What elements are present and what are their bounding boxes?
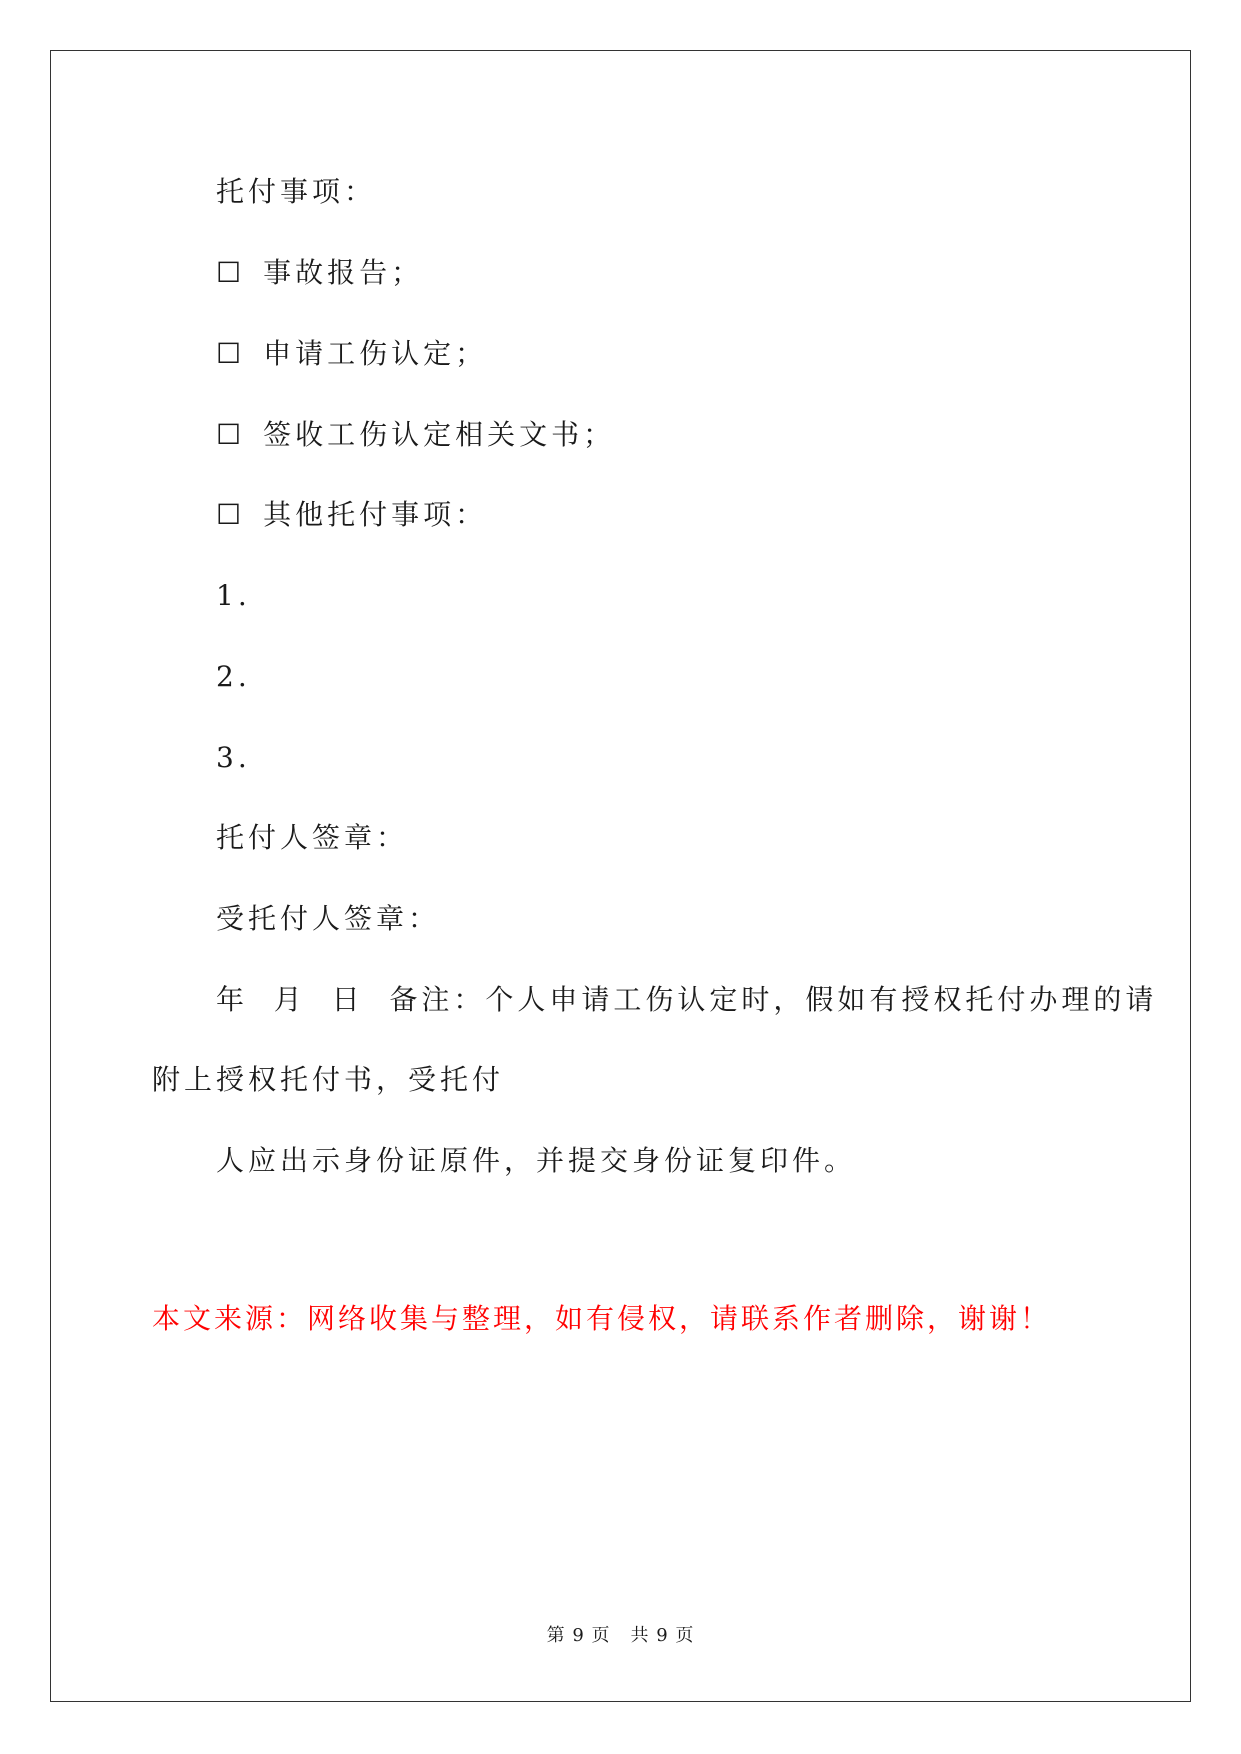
checklist-item-label: 事故报告； bbox=[263, 256, 424, 289]
items-heading: 托付事项： bbox=[216, 175, 377, 208]
agent-signature-label: 受托付人签章： bbox=[216, 902, 441, 935]
source-notice: 本文来源：网络收集与整理，如有侵权，请联系作者删除，谢谢！ bbox=[152, 1302, 1052, 1335]
checklist-item-accident-report bbox=[216, 255, 423, 291]
note-paragraph-line-1: 年 月 日 备注：个人申请工伤认定时，假如有授权托付办理的请 bbox=[216, 983, 1158, 1016]
checkbox-icon: ☐ bbox=[216, 337, 242, 370]
checkbox-icon: ☐ bbox=[216, 498, 242, 531]
checkbox-icon: ☐ bbox=[216, 256, 242, 289]
checkbox-icon: ☐ bbox=[216, 418, 242, 451]
page-footer bbox=[0, 1624, 1241, 1648]
numbered-item-3: 3. bbox=[216, 741, 251, 774]
page-frame bbox=[50, 50, 1191, 1702]
page-total: 共 9 页 bbox=[630, 1625, 695, 1646]
note-paragraph-line-3: 人应出示身份证原件，并提交身份证复印件。 bbox=[216, 1144, 857, 1177]
checklist-item-apply-injury-recognition bbox=[216, 336, 487, 372]
numbered-item-1: 1. bbox=[216, 579, 251, 612]
checklist-item-sign-documents bbox=[216, 417, 615, 453]
checklist-item-label: 申请工伤认定； bbox=[263, 337, 488, 370]
principal-signature-label: 托付人签章： bbox=[216, 821, 409, 854]
note-paragraph-line-2: 附上授权托付书，受托付 bbox=[152, 1063, 505, 1096]
numbered-item-2: 2. bbox=[216, 660, 251, 693]
checklist-item-other-matters bbox=[216, 497, 487, 533]
checklist-item-label: 其他托付事项： bbox=[263, 498, 488, 531]
checklist-item-label: 签收工伤认定相关文书； bbox=[263, 418, 616, 451]
page-number: 第 9 页 bbox=[546, 1625, 611, 1646]
